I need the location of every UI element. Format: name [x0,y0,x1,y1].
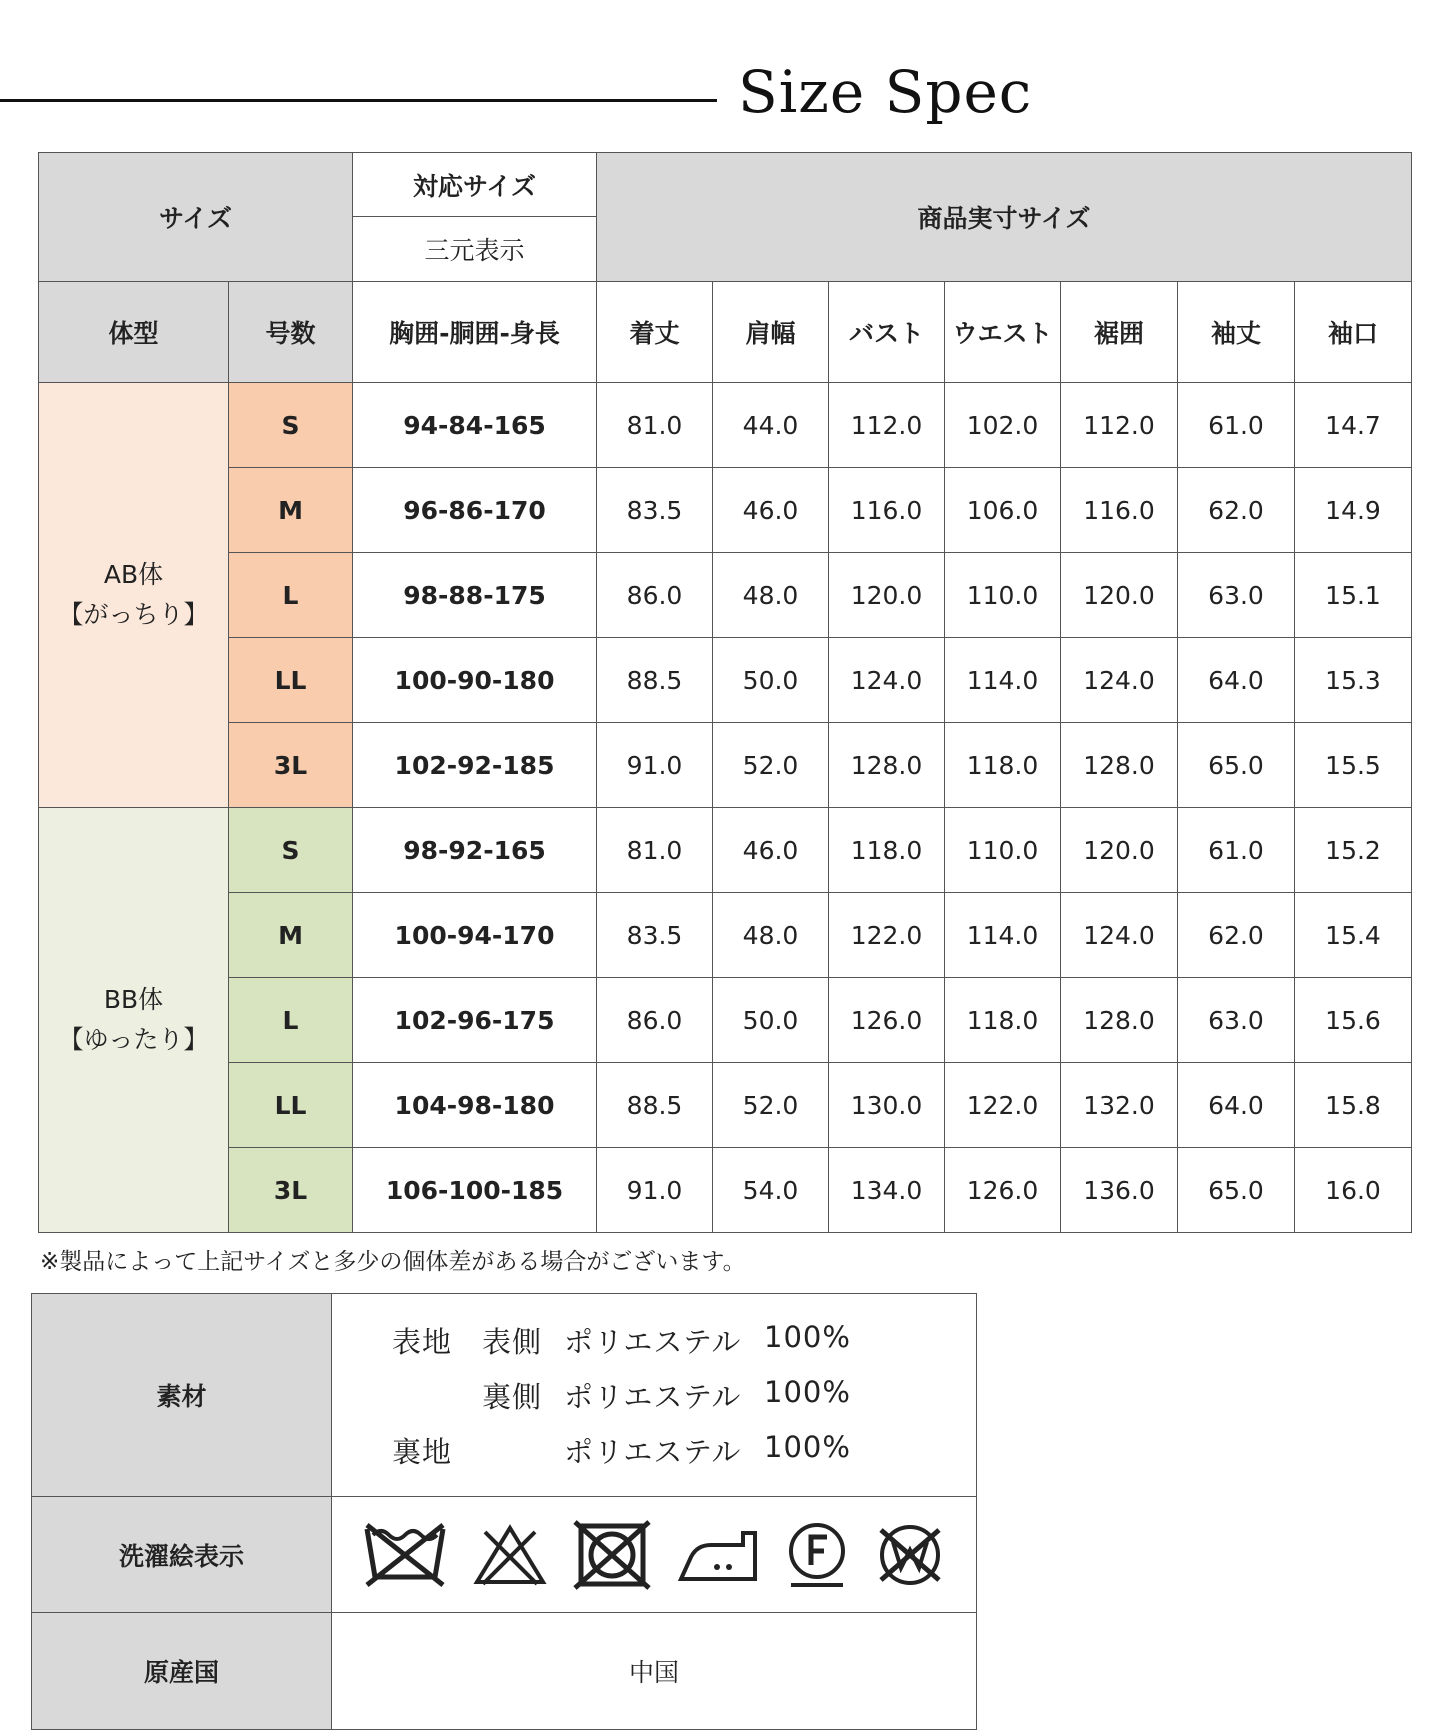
measure-value-cell: 81.0 [597,383,713,468]
size-cell: 3L [229,1148,353,1233]
measure-header: 袖口 [1295,282,1412,383]
measure-value-cell: 15.5 [1295,723,1412,808]
table-row [39,723,1412,808]
three-measure-cell: 102-92-185 [353,723,597,808]
material-side: 表側 [482,1324,543,1359]
body-type-desc: 【ゆったり】 [58,1025,209,1054]
no-wash-icon [363,1519,447,1591]
measure-value-cell: 50.0 [713,638,829,723]
measure-value-cell: 110.0 [945,808,1061,893]
measure-value-cell: 46.0 [713,468,829,553]
measure-value-cell: 102.0 [945,383,1061,468]
material-cell [332,1294,977,1497]
material-side [482,1430,564,1471]
size-cell: 3L [229,723,353,808]
size-cell: S [229,808,353,893]
table-row [39,468,1412,553]
no-bleach-icon [473,1522,547,1588]
origin-label: 原産国 [32,1613,332,1730]
measure-value-cell: 14.9 [1295,468,1412,553]
size-header: サイズ [39,153,353,282]
measure-value-cell: 128.0 [1061,978,1178,1063]
three-measure-header: 胸囲-胴囲-身長 [353,282,597,383]
measure-value-cell: 86.0 [597,978,713,1063]
measure-value-cell: 91.0 [597,723,713,808]
measure-value-cell: 88.5 [597,638,713,723]
measure-value-cell: 112.0 [829,383,945,468]
table-row [39,383,1412,468]
measure-value-cell: 88.5 [597,1063,713,1148]
measure-value-cell: 14.7 [1295,383,1412,468]
measure-value-cell: 15.2 [1295,808,1412,893]
table-row [39,808,1412,893]
measure-header: 着丈 [597,282,713,383]
table-row [39,1063,1412,1148]
title-rule [0,99,717,102]
size-cell: M [229,468,353,553]
measure-value-cell: 116.0 [829,468,945,553]
table-row [39,893,1412,978]
measure-value-cell: 50.0 [713,978,829,1063]
material-grid [392,1320,976,1471]
measure-header: 肩幅 [713,282,829,383]
measure-value-cell: 122.0 [945,1063,1061,1148]
measure-value-cell: 124.0 [1061,893,1178,978]
measure-value-cell: 81.0 [597,808,713,893]
measure-value-cell: 63.0 [1178,978,1295,1063]
three-measure-cell: 96-86-170 [353,468,597,553]
care-icons-cell [332,1497,977,1613]
three-display-header: 三元表示 [353,217,597,282]
measure-value-cell: 83.5 [597,893,713,978]
measure-value-cell: 62.0 [1178,468,1295,553]
measure-value-cell: 15.1 [1295,553,1412,638]
measure-value-cell: 134.0 [829,1148,945,1233]
measure-value-cell: 106.0 [945,468,1061,553]
measure-value-cell: 91.0 [597,1148,713,1233]
dry-clean-f-icon [785,1521,849,1589]
measure-value-cell: 83.5 [597,468,713,553]
size-cell: L [229,978,353,1063]
variance-note: ※製品によって上記サイズと多少の個体差がある場合がございます。 [40,1249,746,1275]
size-cell: L [229,553,353,638]
origin-value: 中国 [332,1613,977,1730]
measure-value-cell: 132.0 [1061,1063,1178,1148]
measure-value-cell: 52.0 [713,723,829,808]
measure-value-cell: 118.0 [945,978,1061,1063]
measure-header: 裾囲 [1061,282,1178,383]
measure-header: 袖丈 [1178,282,1295,383]
measure-value-cell: 112.0 [1061,383,1178,468]
number-header: 号数 [229,282,353,383]
measure-value-cell: 128.0 [829,723,945,808]
material-part: 裏地 [392,1434,453,1469]
measure-value-cell: 65.0 [1178,723,1295,808]
measure-value-cell: 114.0 [945,893,1061,978]
measure-value-cell: 44.0 [713,383,829,468]
measure-value-cell: 136.0 [1061,1148,1178,1233]
measure-value-cell: 128.0 [1061,723,1178,808]
size-spec-table [38,152,1412,1233]
three-measure-cell: 98-92-165 [353,808,597,893]
measure-value-cell: 64.0 [1178,1063,1295,1148]
measure-value-cell: 15.3 [1295,638,1412,723]
body-type-name: AB体 [103,560,164,589]
measure-value-cell: 64.0 [1178,638,1295,723]
material-part [392,1375,482,1416]
corr-size-header: 対応サイズ [353,153,597,217]
measure-value-cell: 65.0 [1178,1148,1295,1233]
no-wet-clean-icon [875,1522,945,1588]
material-label: 素材 [32,1294,332,1497]
size-cell: LL [229,638,353,723]
three-measure-cell: 106-100-185 [353,1148,597,1233]
three-measure-cell: 100-90-180 [353,638,597,723]
material-pct: 100% [764,1319,851,1354]
material-part: 表地 [392,1324,453,1359]
measure-value-cell: 46.0 [713,808,829,893]
measure-value-cell: 114.0 [945,638,1061,723]
actual-size-header: 商品実寸サイズ [597,153,1412,282]
body-type-cell [39,808,229,1233]
material-fabric: ポリエステル [564,1324,742,1359]
measure-value-cell: 110.0 [945,553,1061,638]
three-measure-cell: 100-94-170 [353,893,597,978]
measure-value-cell: 126.0 [945,1148,1061,1233]
type-header: 体型 [39,282,229,383]
table-row [39,978,1412,1063]
body-type-cell [39,383,229,808]
measure-value-cell: 63.0 [1178,553,1295,638]
measure-value-cell: 15.6 [1295,978,1412,1063]
measure-header: バスト [829,282,945,383]
three-measure-cell: 104-98-180 [353,1063,597,1148]
table-row [39,553,1412,638]
measure-value-cell: 126.0 [829,978,945,1063]
measure-value-cell: 124.0 [829,638,945,723]
measure-value-cell: 86.0 [597,553,713,638]
measure-header: ウエスト [945,282,1061,383]
measure-value-cell: 120.0 [1061,553,1178,638]
no-tumble-dry-icon [573,1520,651,1590]
iron-low-icon [677,1523,759,1587]
measure-value-cell: 120.0 [829,553,945,638]
material-fabric: ポリエステル [564,1379,742,1414]
table-row [39,1148,1412,1233]
material-fabric: ポリエステル [564,1434,742,1469]
material-side: 裏側 [482,1379,543,1414]
material-pct: 100% [764,1429,851,1464]
measure-value-cell: 122.0 [829,893,945,978]
size-cell: LL [229,1063,353,1148]
three-measure-cell: 94-84-165 [353,383,597,468]
measure-value-cell: 61.0 [1178,383,1295,468]
measure-value-cell: 15.4 [1295,893,1412,978]
size-cell: S [229,383,353,468]
measure-value-cell: 61.0 [1178,808,1295,893]
measure-value-cell: 15.8 [1295,1063,1412,1148]
measure-value-cell: 124.0 [1061,638,1178,723]
body-type-name: BB体 [103,985,164,1014]
measure-value-cell: 16.0 [1295,1148,1412,1233]
measure-value-cell: 62.0 [1178,893,1295,978]
measure-value-cell: 120.0 [1061,808,1178,893]
measure-value-cell: 118.0 [945,723,1061,808]
material-pct: 100% [764,1374,851,1409]
table-row [39,638,1412,723]
body-type-desc: 【がっちり】 [58,600,209,629]
page-title: Size Spec [738,58,1033,126]
three-measure-cell: 102-96-175 [353,978,597,1063]
product-info-table [31,1293,977,1730]
measure-value-cell: 48.0 [713,893,829,978]
three-measure-cell: 98-88-175 [353,553,597,638]
measure-value-cell: 116.0 [1061,468,1178,553]
measure-value-cell: 54.0 [713,1148,829,1233]
measure-value-cell: 118.0 [829,808,945,893]
measure-value-cell: 52.0 [713,1063,829,1148]
care-label: 洗濯絵表示 [32,1497,332,1613]
measure-value-cell: 48.0 [713,553,829,638]
measure-value-cell: 130.0 [829,1063,945,1148]
size-cell: M [229,893,353,978]
